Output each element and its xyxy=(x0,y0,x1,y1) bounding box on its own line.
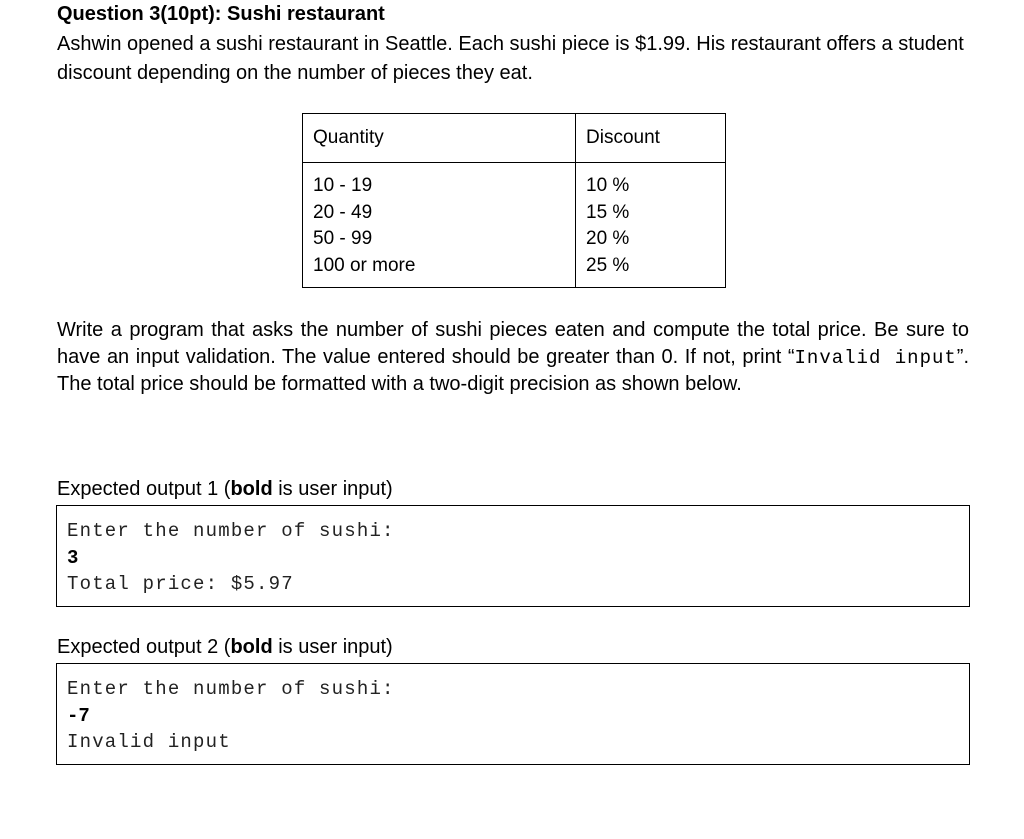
console-user-input: -7 xyxy=(67,704,90,727)
prompt-text-part1: Write a program that asks the number of sushi pieces eaten and compute the total price. Be sure to have an input validation. The value entered should be greater than 0. If not, print “ xyxy=(57,319,969,368)
quantity-cell: 20 - 49 xyxy=(313,201,373,223)
label-bold: bold xyxy=(230,636,273,658)
label-suffix: is user input) xyxy=(272,478,393,500)
discount-cell: 15 % xyxy=(586,201,630,223)
discount-table xyxy=(302,113,726,288)
question-title: Question 3(10pt): Sushi restaurant xyxy=(57,3,385,25)
prompt-text-part2: ”. The total price should be formatted with a two-digit precision as shown below. xyxy=(57,345,969,395)
discount-cell: 10 % xyxy=(586,175,630,196)
quantity-cell: 100 or more xyxy=(313,254,416,276)
expected-output-1-console xyxy=(56,505,970,607)
console-result-line: Invalid input xyxy=(67,731,231,753)
expected-output-2-label xyxy=(57,634,393,660)
question-intro: Ashwin opened a sushi restaurant in Seattle. Each sushi piece is $1.99. His restaurant offers a student discount depending on the number of pieces they eat. xyxy=(57,33,964,84)
console-result-line: Total price: $5.97 xyxy=(67,573,294,595)
console-prompt-line: Enter the number of sushi: xyxy=(67,520,395,542)
invalid-input-code: Invalid input xyxy=(794,346,957,369)
quantity-cell: 50 - 99 xyxy=(313,228,373,249)
discount-cell: 20 % xyxy=(586,228,630,249)
discount-header: Discount xyxy=(576,114,726,163)
label-suffix: is user input) xyxy=(272,636,393,658)
quantity-column xyxy=(303,163,576,288)
expected-output-1-label xyxy=(57,476,393,502)
label-bold: bold xyxy=(230,478,273,500)
console-user-input: 3 xyxy=(67,546,79,569)
quantity-header: Quantity xyxy=(303,114,576,163)
label-prefix: Expected output 2 ( xyxy=(57,636,231,658)
discount-column xyxy=(576,163,726,288)
label-prefix: Expected output 1 ( xyxy=(57,478,231,500)
task-prompt xyxy=(57,317,969,398)
table-header-row xyxy=(303,114,726,163)
quantity-cell: 10 - 19 xyxy=(313,175,373,196)
expected-output-2-console xyxy=(56,663,970,765)
console-prompt-line: Enter the number of sushi: xyxy=(67,678,395,700)
discount-cell: 25 % xyxy=(586,254,630,276)
table-body-row xyxy=(303,163,726,288)
